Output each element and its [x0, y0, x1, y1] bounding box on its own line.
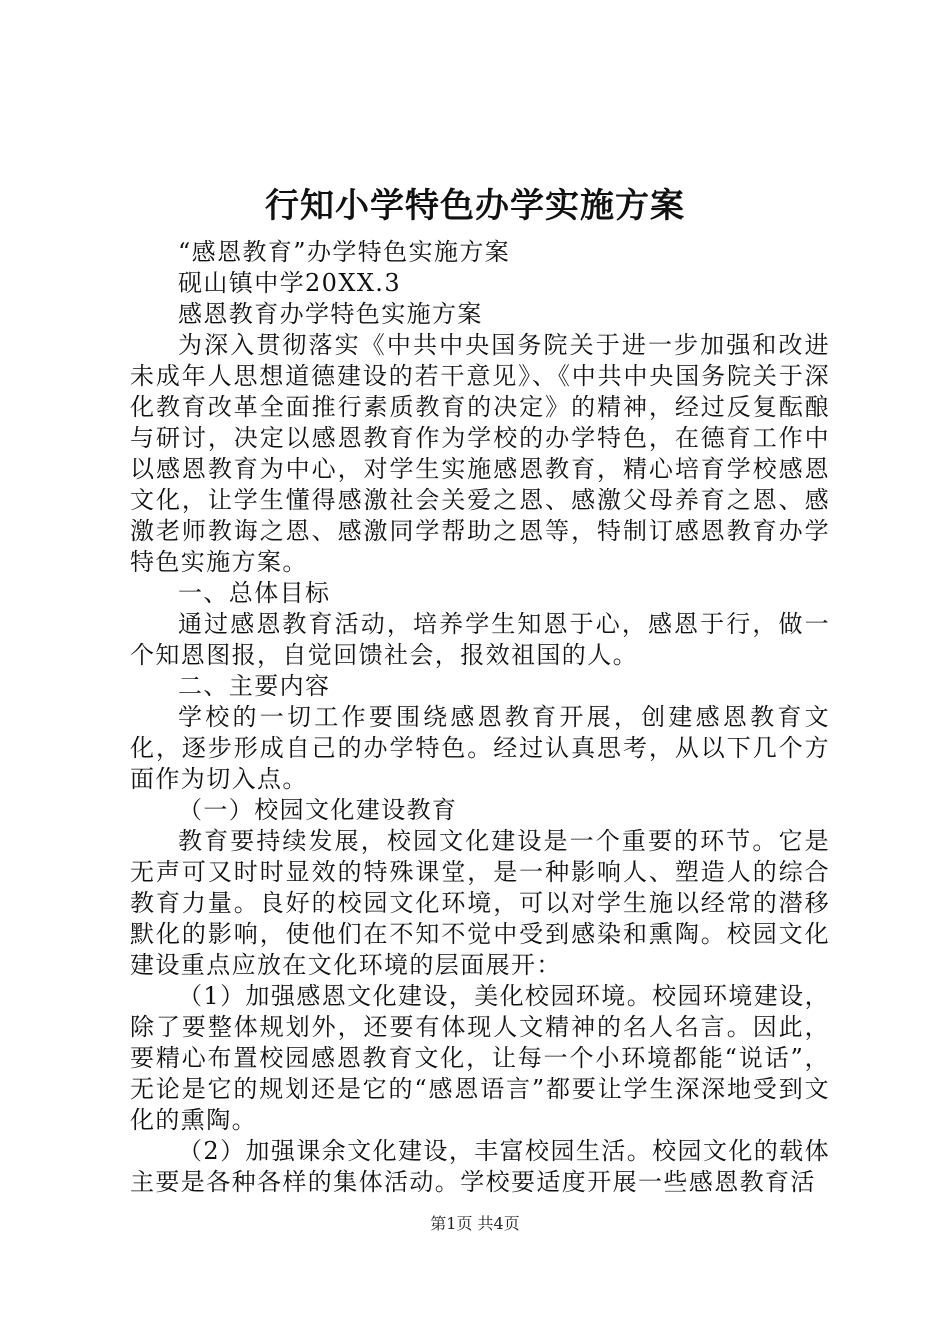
section-heading-overall-goal: 一、总体目标: [178, 579, 331, 607]
section-heading-main-content: 二、主要内容: [178, 672, 331, 700]
document-body: [130, 237, 830, 1198]
paragraph-overall-goal: 通过感恩教育活动，培养学生知恩于心，感恩于行，做一个知恩图报，自觉回馈社会，报效祖国的人。: [130, 610, 830, 669]
document-title: 行知小学特色办学实施方案: [265, 186, 685, 226]
paragraph-author-date: 砚山镇中学20XX.3: [178, 269, 402, 297]
paragraph-item-2: （2）加强课余文化建设，丰富校园生活。校园文化的载体主要是各种各样的集体活动。学校要适度开展一些感恩教育活: [130, 1137, 830, 1196]
paragraph-main-content: 学校的一切工作要围绕感恩教育开展，创建感恩教育文化，逐步形成自己的办学特色。经过认真思考，从以下几个方面作为切入点。: [130, 703, 830, 793]
page-footer: 第1页 共4页: [430, 1214, 520, 1233]
paragraph-item-1: （1）加强感恩文化建设，美化校园环境。校园环境建设，除了要整体规划外，还要有体现人文精神的名人名言。因此，要精心布置校园感恩教育文化，让每一个小环境都能“说话”，无论是它的规划还是它的“感恩语言”都要让学生深深地受到文化的熏陶。: [130, 982, 830, 1134]
paragraph-campus-culture: 教育要持续发展，校园文化建设是一个重要的环节。它是无声可又时时显效的特殊课堂，是一种影响人、塑造人的综合教育力量。良好的校园文化环境，可以对学生施以经常的潜移默化的影响，使他们在不知不觉中受到感染和熏陶。校园文化建设重点应放在文化环境的层面展开：: [130, 827, 830, 979]
paragraph-intro: 为深入贯彻落实《中共中央国务院关于进一步加强和改进未成年人思想道德建设的若干意见》、《中共中央国务院关于深化教育改革全面推行素质教育的决定》的精神，经过反复酝酿与研讨，决定以感恩教育作为学校的办学特色，在德育工作中以感恩教育为中心，对学生实施感恩教育，精心培育学校感恩文化，让学生懂得感激社会关爱之恩、感激父母养育之恩、感激老师教诲之恩、感激同学帮助之恩等，特制订感恩教育办学特色实施方案。: [130, 331, 830, 576]
subsection-heading-campus-culture: （一）校园文化建设教育: [178, 796, 458, 824]
paragraph-plan-name: 感恩教育办学特色实施方案: [178, 300, 483, 328]
paragraph-subtitle: “感恩教育”办学特色实施方案: [178, 238, 511, 266]
